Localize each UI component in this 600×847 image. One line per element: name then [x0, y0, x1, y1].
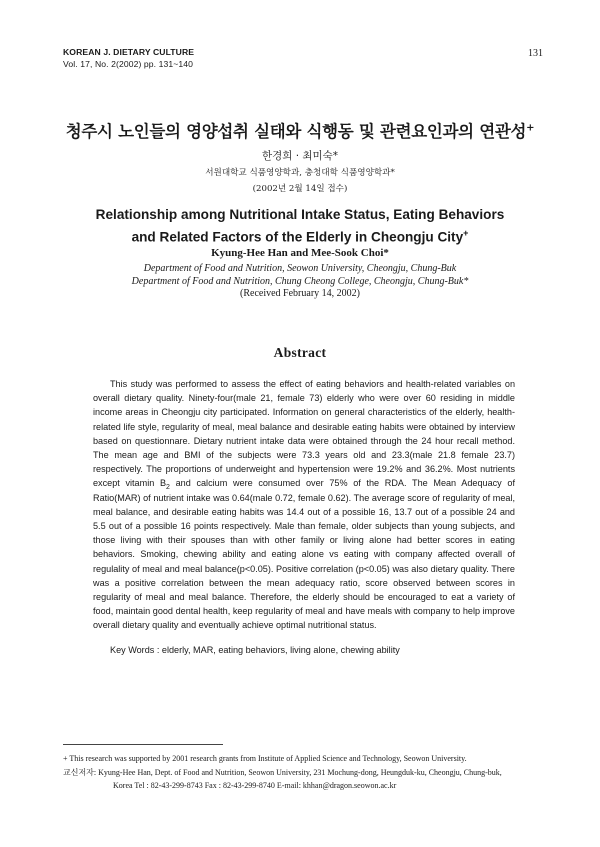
abstract-subscript: 2 [166, 484, 170, 492]
korean-title-text: 청주시 노인들의 영양섭취 실태와 식행동 및 관련요인과의 연관성 [65, 122, 527, 141]
journal-name: KOREAN J. DIETARY CULTURE [63, 47, 195, 57]
journal-header [63, 46, 194, 70]
volume-info: Vol. 17, No. 2(2002) pp. 131~140 [63, 59, 194, 69]
footnotes [63, 752, 543, 793]
contact-info: Korea Tel : 82-43-299-8743 Fax : 82-43-299-8740 E-mail: khhan@dragon.seowon.ac.kr [113, 781, 397, 790]
english-affiliation-2: Department of Food and Nutrition, Chung Cheong College, Cheongju, Chung-Buk* [131, 276, 469, 287]
english-title-line2: and Related Factors of the Elderly in Cheongju City [131, 229, 464, 245]
korean-title-mark: + [526, 122, 535, 134]
english-title-line2-wrap [0, 224, 600, 247]
english-title-line1: Relationship among Nutritional Intake Status, Eating Behaviors [95, 207, 505, 222]
correspondence-label: 교신저자: [63, 767, 97, 777]
correspondence-note [63, 766, 543, 780]
english-authors: Kyung-Hee Han and Mee-Sook Choi* [211, 247, 389, 259]
correspondence-text: Kyung-Hee Han, Dept. of Food and Nutrition, Seowon University, 231 Mochung-dong, Heungduk-ku, Cheongju, Chung-buk, [98, 767, 502, 777]
english-affiliation-1: Department of Food and Nutrition, Seowon University, Cheongju, Chung-Buk [143, 263, 457, 274]
korean-affiliation: 서원대학교 식품영양학과, 충청대학 식품영양학과* [205, 168, 395, 178]
english-affiliations [0, 262, 600, 288]
abstract-body [93, 377, 515, 633]
page-number: 131 [528, 48, 543, 59]
funding-note: + This research was supported by 2001 research grants from Institute of Applied Science and Technology, Seowon University. [63, 754, 467, 763]
keywords-label: Key Words : [110, 645, 160, 655]
footnote-divider [63, 744, 223, 745]
english-title [0, 205, 600, 247]
english-title-mark: + [463, 228, 469, 238]
korean-title [0, 118, 600, 142]
korean-received-date: (2002년 2월 14일 접수) [252, 184, 348, 194]
korean-authors: 한경희 · 최미숙* [261, 150, 339, 162]
keywords [110, 645, 515, 655]
abstract-heading: Abstract [273, 345, 327, 360]
english-received-date: (Received February 14, 2002) [240, 288, 360, 299]
keywords-list: elderly, MAR, eating behaviors, living alone, chewing ability [161, 645, 400, 655]
abstract-text-part2: and calcium were consumed over 75% of the RDA. The Mean Adequacy of Ratio(MAR) of nutrient intake was 0.64(male 0.72, female 0.62). The average score of regularity of meal, meal balance, and desirable eating habits was 14.4 out of a possible 16, 13.7 out of a possible 24 and 5.5 out of a possible 16 points respectively. Male than female, older subjects than young subjects, and those living with their spouses than with other family or living alone had better scores in eating behaviors. Smoking, chewing ability and eating alone vs eating with company affected overall of regulality of meal and meal balance(p<0.05). Positive correlation (p<0.05) was also dietary quality. There was a positive correlation between the mean adequacy ratio, score observed between scores in regularity of meal and meal balance. Therefore, the elderly should be encouraged to eat a variety of food, maintain good dental health, keep regularity of meal and have meals with company to help improve overall dietary quality and eventually achieve optimal nutritional status. [93, 478, 515, 631]
abstract-text-part1: This study was performed to assess the effect of eating behaviors and health-related variables on overall dietary quality. Ninety-four(male 21, female 73) elderly who were over 60 residing in middle income areas in Cheongju city participated. Information on general characteristics of the elderly, health-related life style, regularity of meal, meal balance and desirable eating habits were obtained by interview based on questionnare. Dietary nutrient intake data were obtained through the 24 hour recall method. The mean age and BMI of the subjects were 73.3 years old and 23.3(male 21.8 female 23.7) respectively. The proportions of underweight and hypertension were 19.2% and 36.2%. Most nutrients except vitamin B [93, 379, 515, 489]
